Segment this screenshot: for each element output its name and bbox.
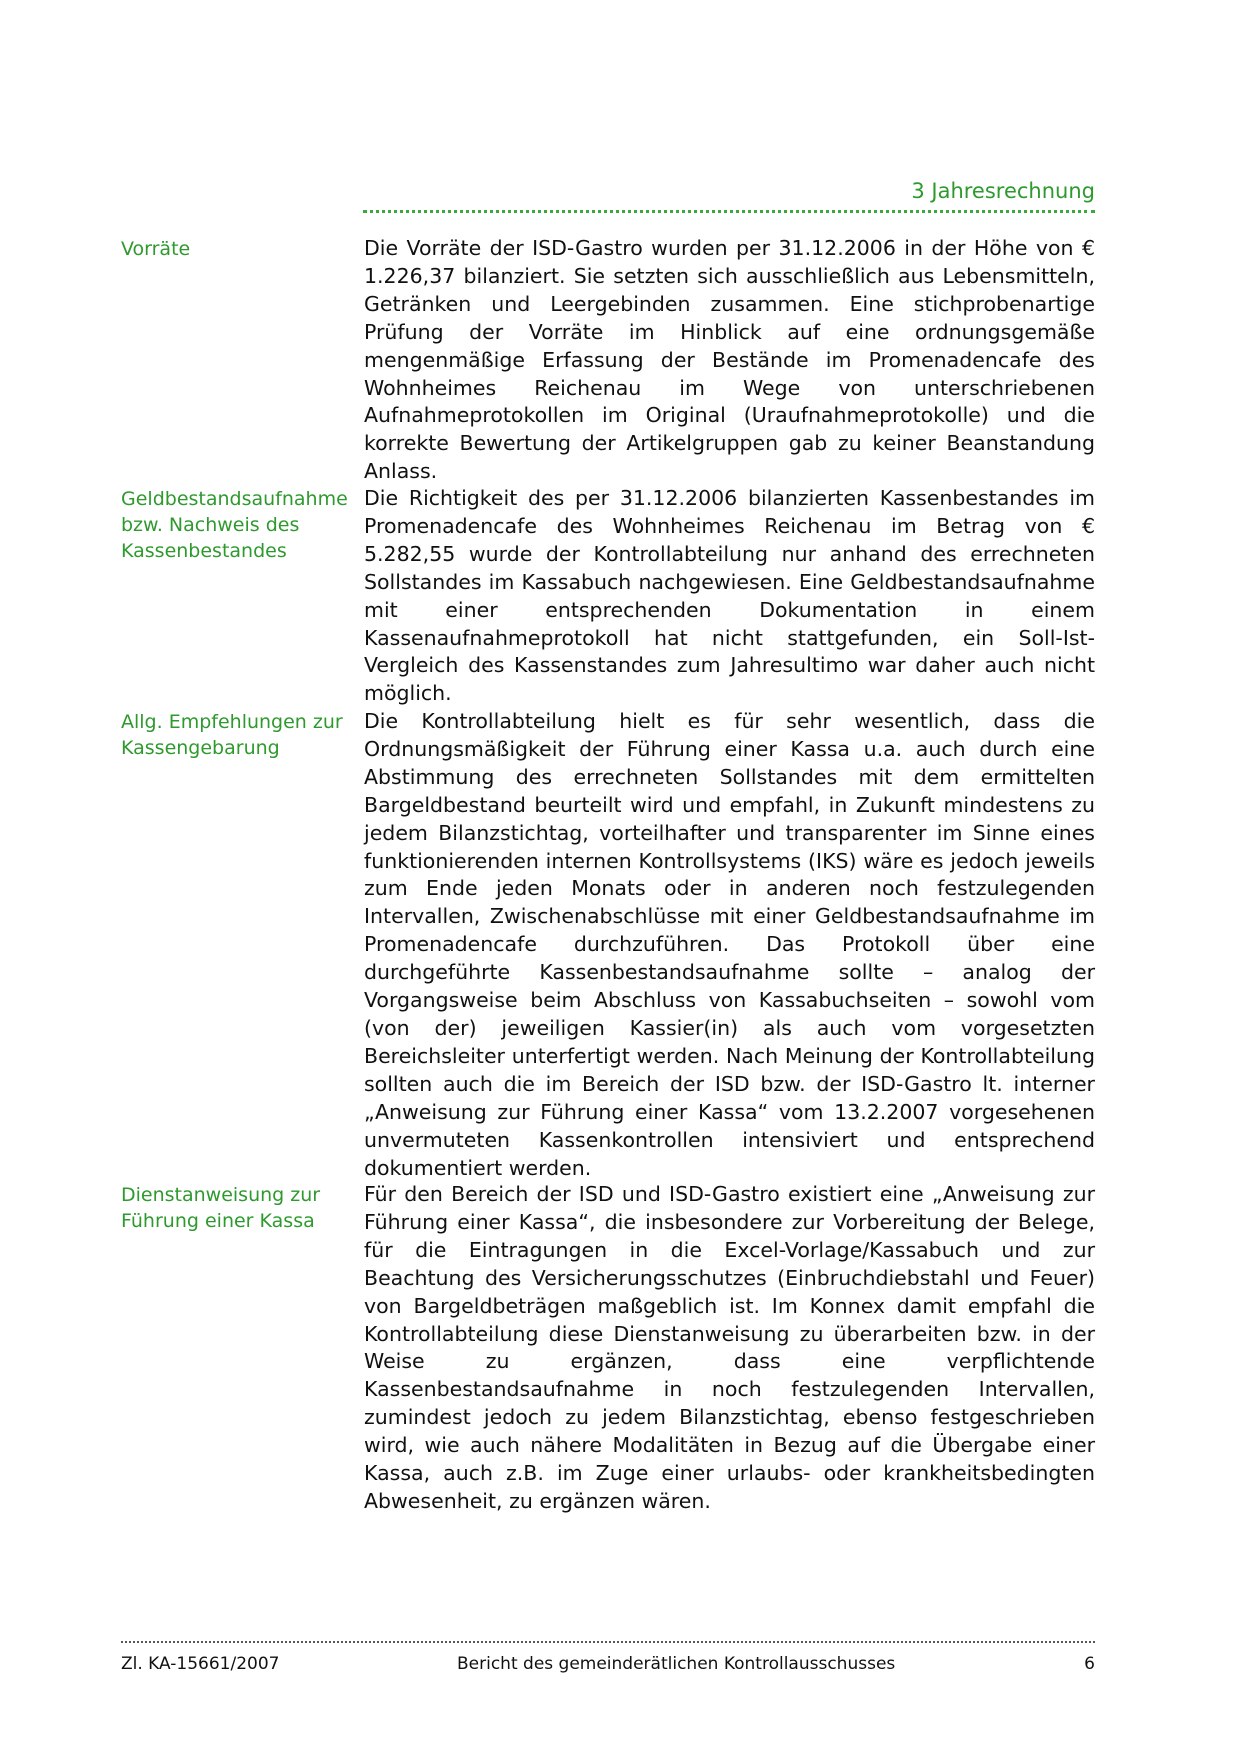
section-text: Die Richtigkeit des per 31.12.2006 bilanzierten Kassenbestandes im Promenadencafe des Wohnheimes Reichenau im Betrag von € 5.282,55 wurde der Kontrollabteilung nur anhand des errechneten Sollstandes im Kassabuch nachgewiesen. Eine Geldbestandsaufnahme mit einer entsprechenden Dokumentation in einem Kassenaufnahmeprotokoll hat nicht stattgefunden, ein Soll-Ist-Vergleich des Kassenstandes zum Jahresultimo war daher auch nicht möglich. <box>364 486 1095 706</box>
page-header <box>363 178 1095 213</box>
footer-report-title: Bericht des gemeinderätlichen Kontrollausschusses <box>457 1654 896 1674</box>
page-number: 6 <box>1084 1654 1095 1674</box>
footer-reference: Zl. KA-15661/2007 <box>121 1654 280 1674</box>
section-text: Die Vorräte der ISD-Gastro wurden per 31.12.2006 in der Höhe von € 1.226,37 bilanziert. Sie setzten sich ausschließlich aus Lebensmitteln, Getränken und Leergebinden zusammen. Eine stichprobenartige Prüfung der Vorräte im Hinblick auf eine ordnungsgemäße mengenmäßige Erfassung der Bestände im Promenadencafe des Wohnheimes Reichenau im Wege von unterschriebenen Aufnahmeprotokollen im Original (Uraufnahmeprotokolle) und die korrekte Bewertung der Artikelgruppen gab zu keiner Beanstandung Anlass. <box>364 236 1095 484</box>
section-text: Die Kontrollabteilung hielt es für sehr wesentlich, dass die Ordnungsmäßigkeit der Führung einer Kassa u.a. auch durch eine Abstimmung des errechneten Sollstandes mit dem ermittelten Bargeldbestand beurteilt wird und empfahl, in Zukunft mindestens zu jedem Bilanzstichtag, vorteilhafter und transparenter im Sinne eines funktionierenden internen Kontrollsystems (IKS) wäre es jedoch jeweils zum Ende jeden Monats oder in anderen noch festzulegenden Intervallen, Zwischenabschlüsse mit einer Geldbestandsaufnahme im Promenadencafe durchzuführen. Das Protokoll über eine durchgeführte Kassenbestandsaufnahme sollte – analog der Vorgangsweise beim Abschluss von Kassabuchseiten – sowohl vom (von der) jeweiligen Kassier(in) als auch vom vorgesetzten Bereichsleiter unterfertigt werden. Nach Meinung der Kontrollabteilung sollten auch die im Bereich der ISD bzw. der ISD-Gastro lt. interner „Anweisung zur Führung einer Kassa“ vom 13.2.2007 vorgesehenen unvermuteten Kassenkontrollen intensiviert und entsprechend dokumentiert werden. <box>364 709 1095 1180</box>
chapter-title: 3 Jahresrechnung <box>911 179 1095 203</box>
section-label: Geldbestandsaufnahme bzw. Nachweis des Kassenbestandes <box>121 488 348 562</box>
section-label: Allg. Empfehlungen zur Kassengebarung <box>121 711 343 759</box>
section-label: Vorräte <box>121 238 191 260</box>
page-footer <box>121 1641 1095 1674</box>
section-label: Dienstanweisung zur Führung einer Kassa <box>121 1184 321 1232</box>
section-text: Für den Bereich der ISD und ISD-Gastro existiert eine „Anweisung zur Führung einer Kassa“, die insbesondere zur Vorbereitung der Belege, für die Eintragungen in die Excel-Vorlage/Kassabuch und zur Beachtung des Versicherungsschutzes (Einbruchdiebstahl und Feuer) von Bargeldbeträgen maßgeblich ist. Im Konnex damit empfahl die Kontrollabteilung diese Dienstanweisung zu überarbeiten bzw. in der Weise zu ergänzen, dass eine verpflichtende Kassenbestandsaufnahme in noch festzulegenden Intervallen, zumindest jedoch zu jedem Bilanzstichtag, ebenso festgeschrieben wird, wie auch nähere Modalitäten in Bezug auf die Übergabe einer Kassa, auch z.B. im Zuge einer urlaubs- oder krankheitsbedingten Abwesenheit, zu ergänzen wären. <box>364 1182 1095 1513</box>
